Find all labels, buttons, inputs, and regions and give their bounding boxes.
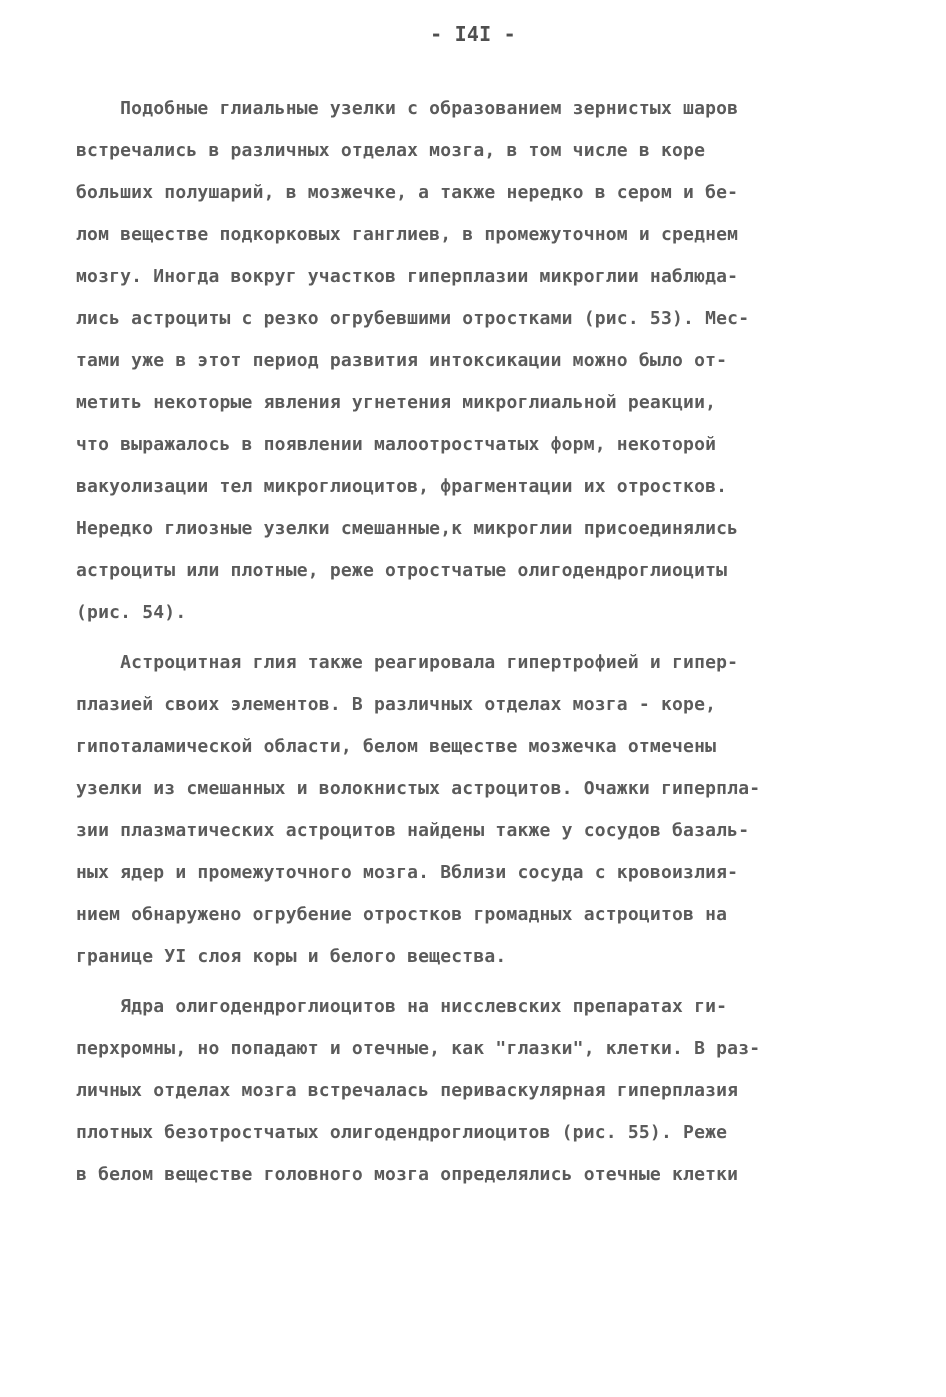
- text-line: Ядра олигодендроглиоцитов на нисслевских препаратах ги-: [76, 996, 728, 1017]
- text-line: лись астроциты с резко огрубевшими отростками (рис. 53). Мес-: [76, 308, 750, 329]
- text-line: зии плазматических астроцитов найдены также у сосудов базаль-: [76, 820, 750, 841]
- paragraph-2: [76, 642, 876, 978]
- text-line: вакуолизации тел микроглиоцитов, фрагментации их отростков.: [76, 476, 728, 497]
- text-line: мозгу. Иногда вокруг участков гиперплазии микроглии наблюда-: [76, 266, 739, 287]
- paragraph-1: [76, 88, 876, 634]
- text-line: ных ядер и промежуточного мозга. Вблизи сосуда с кровоизлия-: [76, 862, 739, 883]
- text-line: границе УI слоя коры и белого вещества.: [76, 946, 507, 967]
- paragraph-3: [76, 986, 876, 1196]
- text-line: лом веществе подкорковых ганглиев, в промежуточном и среднем: [76, 224, 739, 245]
- text-line: плотных безотростчатых олигодендроглиоцитов (рис. 55). Реже: [76, 1122, 728, 1143]
- text-line: Нередко глиозные узелки смешанные,к микроглии присоединялись: [76, 518, 739, 539]
- text-line: встречались в различных отделах мозга, в том числе в коре: [76, 140, 706, 161]
- text-line: узелки из смешанных и волокнистых астроцитов. Очажки гиперпла-: [76, 778, 761, 799]
- text-line: астроциты или плотные, реже отростчатые олигодендроглиоциты: [76, 560, 728, 581]
- text-line: Астроцитная глия также реагировала гипертрофией и гипер-: [76, 652, 739, 673]
- text-line: перхромны, но попадают и отечные, как "глазки", клетки. В раз-: [76, 1038, 761, 1059]
- text-line: тами уже в этот период развития интоксикации можно было от-: [76, 350, 728, 371]
- text-line: что выражалось в появлении малоотростчатых форм, некоторой: [76, 434, 717, 455]
- text-line: (рис. 54).: [76, 602, 187, 623]
- text-line: больших полушарий, в мозжечке, а также нередко в сером и бе-: [76, 182, 739, 203]
- text-line: нием обнаружено огрубение отростков громадных астроцитов на: [76, 904, 728, 925]
- text-line: Подобные глиальные узелки с образованием зернистых шаров: [76, 98, 739, 119]
- text-line: в белом веществе головного мозга определялись отечные клетки: [76, 1164, 739, 1185]
- text-line: личных отделах мозга встречалась периваскулярная гиперплазия: [76, 1080, 739, 1101]
- text-line: плазией своих элементов. В различных отделах мозга - коре,: [76, 694, 717, 715]
- text-line: метить некоторые явления угнетения микроглиальной реакции,: [76, 392, 717, 413]
- text-line: гипоталамической области, белом веществе мозжечка отмечены: [76, 736, 717, 757]
- page-number: - I4I -: [430, 22, 516, 46]
- body-text: [76, 88, 876, 1196]
